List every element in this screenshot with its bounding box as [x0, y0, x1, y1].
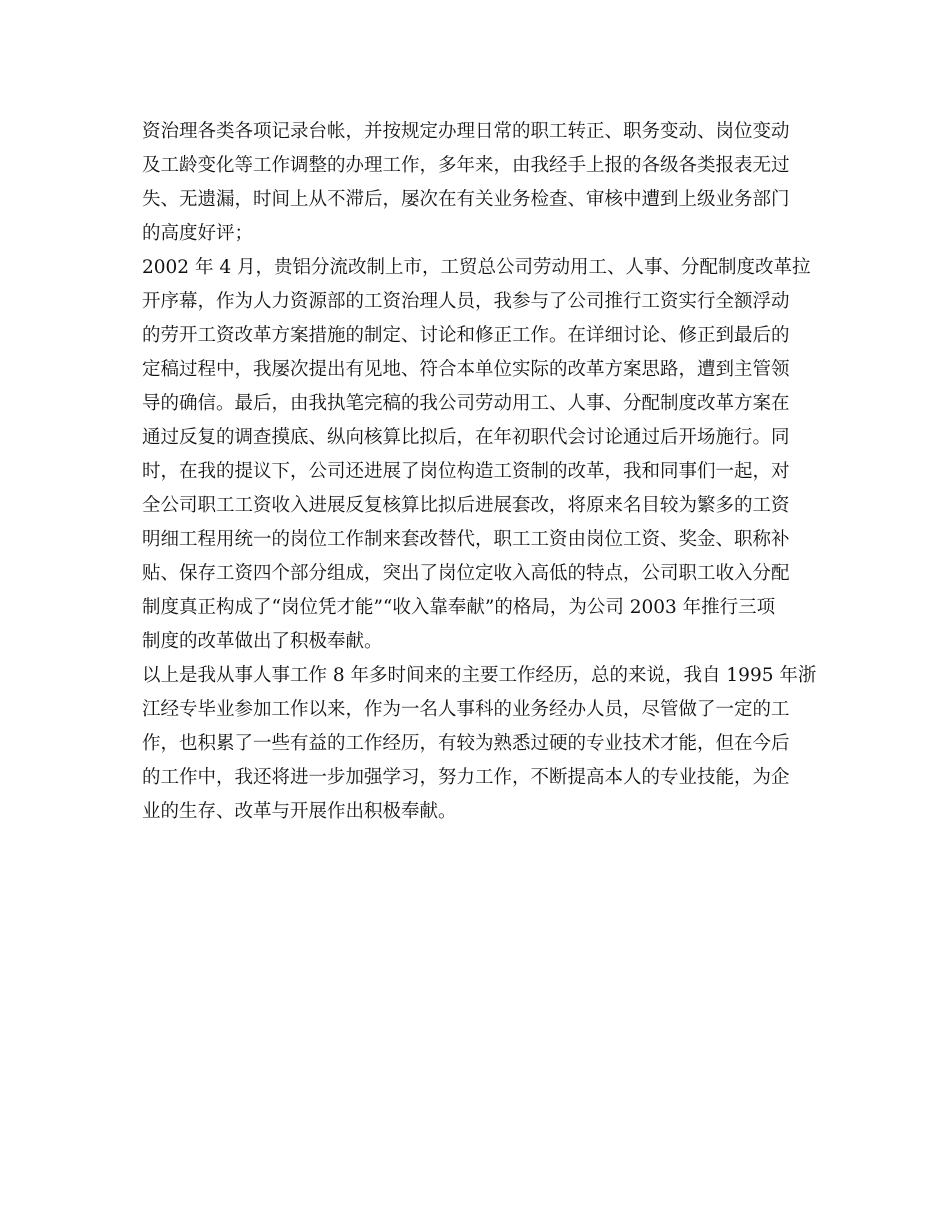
text-line: 的劳开工资改革方案措施的制定、讨论和修正工作。在详细讨论、修正到最后的: [142, 325, 790, 346]
text-line: 的高度好评；: [142, 223, 254, 244]
text-line: 资治理各类各项记录台帐，并按规定办理日常的职工转正、职务变动、岗位变动: [142, 121, 790, 142]
text-line: 通过反复的调查摸底、纵向核算比拟后，在年初职代会讨论通过后开场施行。同: [142, 427, 790, 448]
text-line: 的工作中，我还将进一步加强学习，努力工作，不断提高本人的专业技能，为企: [142, 767, 790, 788]
text-line: 2002 年 4 月，贵铝分流改制上市，工贸总公司劳动用工、人事、分配制度改革拉: [142, 257, 811, 278]
text-line: 全公司职工工资收入进展反复核算比拟后进展套改，将原来名目较为繁多的工资: [142, 495, 790, 516]
text-line: 导的确信。最后，由我执笔完稿的我公司劳动用工、人事、分配制度改革方案在: [142, 393, 790, 414]
text-line: 江经专毕业参加工作以来，作为一名人事科的业务经办人员，尽管做了一定的工: [142, 699, 790, 720]
text-line: 以上是我从事人事工作 8 年多时间来的主要工作经历，总的来说，我自 1995 年浙: [142, 665, 817, 686]
text-line: 时，在我的提议下，公司还进展了岗位构造工资制的改革，我和同事们一起，对: [142, 461, 790, 482]
text-line: 制度的改革做出了积极奉献。: [142, 631, 383, 652]
text-line: 失、无遗漏，时间上从不滞后，屡次在有关业务检查、审核中遭到上级业务部门: [142, 189, 790, 210]
document-body: [142, 115, 817, 829]
text-line: 开序幕，作为人力资源部的工资治理人员，我参与了公司推行工资实行全额浮动: [142, 291, 790, 312]
text-line: 及工龄变化等工作调整的办理工作，多年来，由我经手上报的各级各类报表无过: [142, 155, 790, 176]
text-line: 贴、保存工资四个部分组成，突出了岗位定收入高低的特点，公司职工收入分配: [142, 563, 790, 584]
text-line: 定稿过程中，我屡次提出有见地、符合本单位实际的改革方案思路，遭到主管领: [142, 359, 790, 380]
text-line: 业的生存、改革与开展作出积极奉献。: [142, 801, 457, 822]
text-line: 制度真正构成了“岗位凭才能”“收入靠奉献”的格局，为公司 2003 年推行三项: [142, 597, 776, 618]
text-line: 作，也积累了一些有益的工作经历，有较为熟悉过硬的专业技术才能，但在今后: [142, 733, 790, 754]
text-line: 明细工程用统一的岗位工作制来套改替代，职工工资由岗位工资、奖金、职称补: [142, 529, 790, 550]
